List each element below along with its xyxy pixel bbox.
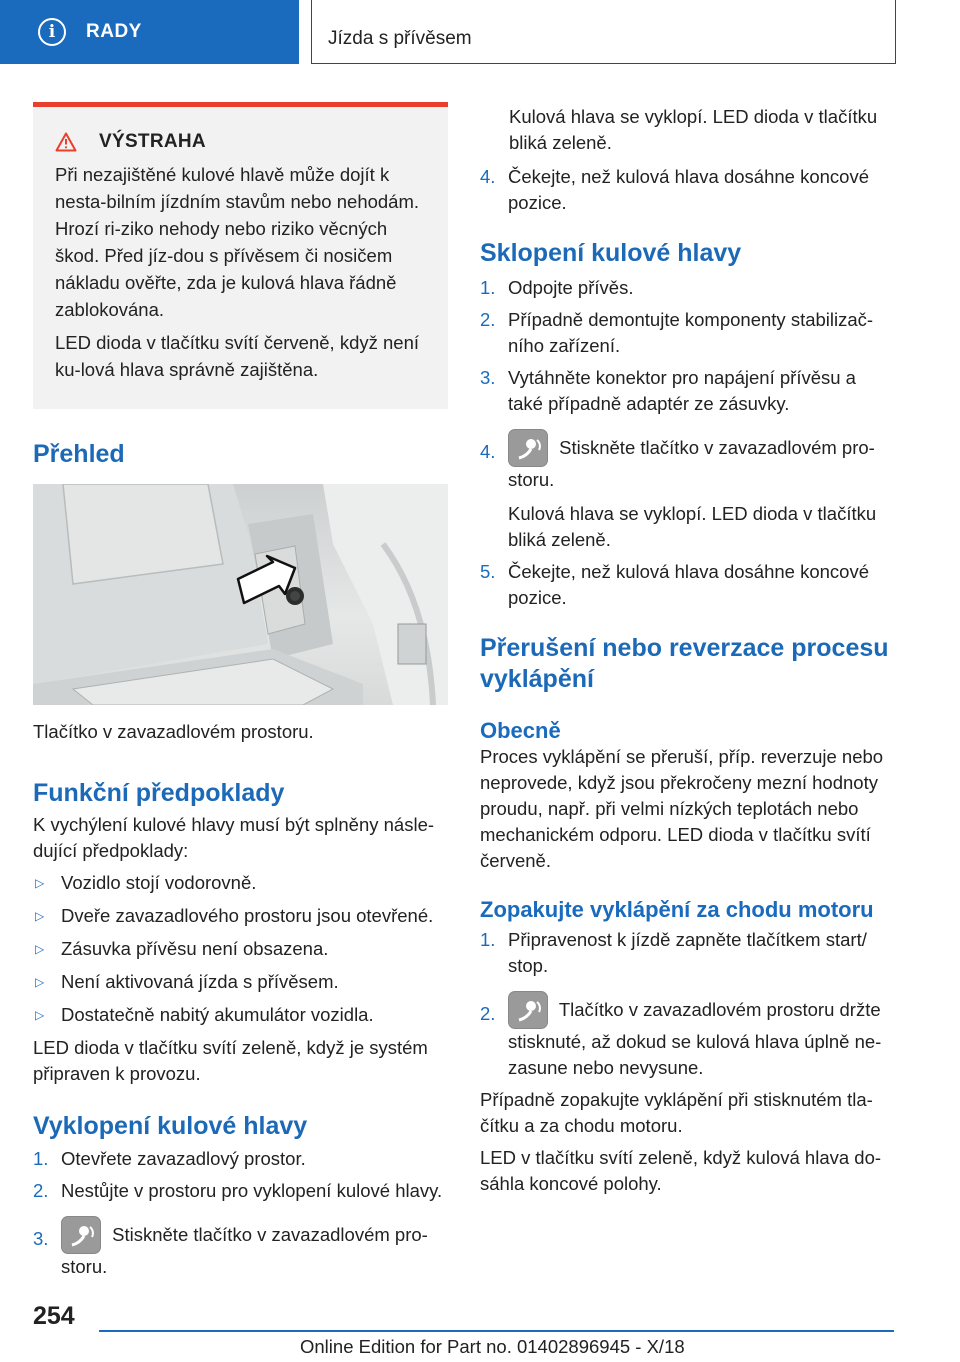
warning-triangle-icon <box>55 132 77 152</box>
warning-text: Při nezajištěné kulové hlavě může dojít k nesta-bilním jízdním stavům nebo nehodám. Hrozí ri-ziko nehody nebo riziko věcných škod. Před jíz-dou s přívěsem či nosičem nákladu ověřte, zda je kulová hlava řádně zablokována. <box>55 164 420 320</box>
repeat-subheading: Zopakujte vyklápění za chodu motoru <box>480 897 874 922</box>
footer-divider <box>99 1330 894 1332</box>
header-tab-label[interactable]: RADY <box>86 21 142 42</box>
repeat-note: Případně zopakujte vyklápění při stisknutém tla-čítku a za chodu motoru. <box>480 1089 873 1136</box>
repeat-steps <box>480 927 892 1081</box>
page-number: 254 <box>33 1302 75 1330</box>
triangle-bullet-icon: ▷ <box>35 975 45 989</box>
list-item: 3. Stiskněte tlačítko v zavazadlovém pro-storu. <box>33 1216 448 1280</box>
overview-heading: Přehled <box>33 440 125 468</box>
extend-result-text: Kulová hlava se vyklopí. LED dioda v tlačítku bliká zeleně. <box>509 106 878 153</box>
list-item: 1. Otevřete zavazadlový prostor. <box>33 1148 306 1169</box>
list-item: 1. Připravenost k jízdě zapněte tlačítkem start/ stop. <box>480 929 867 976</box>
list-item: 5. Čekejte, než kulová hlava dosáhne koncové pozice. <box>480 561 869 608</box>
list-item: 2. Nestůjte v prostoru pro vyklopení kulové hlavy. <box>33 1180 443 1201</box>
extend-steps <box>33 1146 448 1280</box>
prereq-list <box>33 870 448 1028</box>
extend-heading: Vyklopení kulové hlavy <box>33 1112 308 1140</box>
trailer-hitch-button-icon <box>508 429 548 467</box>
general-text: Proces vyklápění se přeruší, příp. reverzuje nebo neprovede, když jsou překročeny mezní hodnoty proudu, např. při velmi nízkých teplotách nebo mechanickém odporu. LED dioda v tlačítku svítí červeně. <box>480 746 884 871</box>
warning-led-text: LED dioda v tlačítku svítí červeně, když není ku-lová hlava správně zajištěna. <box>55 332 420 380</box>
led-note: LED v tlačítku svítí zeleně, když kulová hlava do-sáhla koncové polohy. <box>480 1147 882 1194</box>
list-item: 4. Stiskněte tlačítko v zavazadlovém pro-storu. Kulová hlava se vyklopí. LED dioda v tlačítku bliká zeleně. <box>480 429 892 553</box>
header-tab-bar <box>0 0 299 64</box>
list-item: 1. Odpojte přívěs. <box>480 277 634 298</box>
retract-steps <box>480 275 892 611</box>
interrupt-heading: Přerušení nebo reverzace procesu vyklápění <box>480 634 889 693</box>
trunk-button-photo <box>33 484 448 705</box>
warning-box <box>33 102 448 409</box>
list-item: ▷ Vozidlo stojí vodorovně. <box>33 870 448 896</box>
triangle-bullet-icon: ▷ <box>35 1008 45 1022</box>
triangle-bullet-icon: ▷ <box>35 876 45 890</box>
list-item: ▷ Dostatečně nabitý akumulátor vozidla. <box>33 1002 448 1028</box>
list-item: ▷ Dveře zavazadlového prostoru jsou otevřené. <box>33 903 448 929</box>
prereq-heading: Funkční předpoklady <box>33 779 285 807</box>
right-column <box>480 104 892 1197</box>
warning-title: VÝSTRAHA <box>99 131 206 152</box>
list-item: ▷ Není aktivovaná jízda s přívěsem. <box>33 969 448 995</box>
triangle-bullet-icon: ▷ <box>35 909 45 923</box>
general-subheading: Obecně <box>480 718 561 743</box>
info-icon: i <box>38 18 66 46</box>
extend-steps-continued <box>480 164 892 216</box>
triangle-bullet-icon: ▷ <box>35 942 45 956</box>
list-item: 3. Vytáhněte konektor pro napájení přívěsu a také případně adaptér ze zásuvky. <box>480 367 856 414</box>
trailer-hitch-button-icon <box>61 1216 101 1254</box>
list-item: ▷ Zásuvka přívěsu není obsazena. <box>33 936 448 962</box>
list-item: 2. Případně demontujte komponenty stabilizač-ního zařízení. <box>480 309 874 356</box>
list-item: 4. Čekejte, než kulová hlava dosáhne koncové pozice. <box>480 166 869 213</box>
section-title: Jízda s přívěsem <box>311 0 896 64</box>
photo-caption: Tlačítko v zavazadlovém prostoru. <box>33 721 314 742</box>
list-item: 2. Tlačítko v zavazadlovém prostoru držte stisknuté, až dokud se kulová hlava úplně ne-zasune nebo nevysune. <box>480 991 892 1081</box>
retract-heading: Sklopení kulové hlavy <box>480 239 742 267</box>
edition-text: Online Edition for Part no. 01402896945 - X/18 <box>300 1336 685 1357</box>
prereq-intro: K vychýlení kulové hlavy musí být splněny násle-dující předpoklady: <box>33 814 435 861</box>
prereq-note: LED dioda v tlačítku svítí zeleně, když je systém připraven k provozu. <box>33 1037 428 1084</box>
trailer-hitch-button-icon <box>508 991 548 1029</box>
left-column <box>33 90 448 1286</box>
